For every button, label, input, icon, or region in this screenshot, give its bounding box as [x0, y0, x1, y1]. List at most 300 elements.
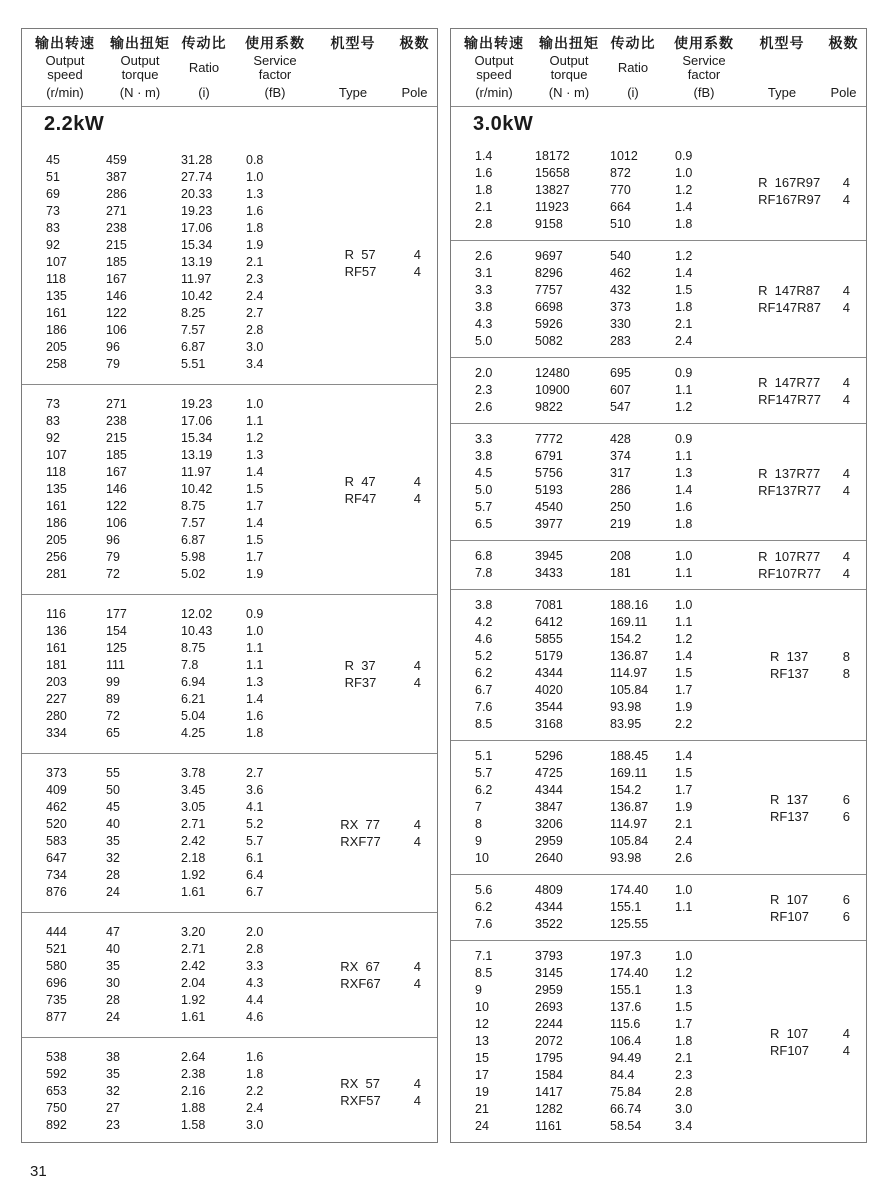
ratio-group	[451, 940, 866, 1142]
service-factor-cell: 4.4	[246, 993, 264, 1007]
output-speed-cell: 107	[46, 255, 67, 269]
output-speed-cell: 45	[46, 153, 60, 167]
ratio-cell: 174.40	[610, 883, 649, 897]
output-speed-cell: 186	[46, 516, 67, 530]
service-factor-cell: 2.1	[675, 817, 693, 831]
service-factor-cell: 2.3	[675, 1068, 693, 1082]
model-pole: 4	[842, 391, 850, 407]
service-factor-cell: 1.2	[675, 400, 693, 414]
header-unit: (N · m)	[119, 85, 161, 100]
table-row	[451, 216, 866, 233]
output-speed-cell: 4.3	[475, 317, 493, 331]
output-speed-cell: 10	[475, 851, 489, 865]
output-torque-cell: 65	[106, 726, 120, 740]
model-type: RF147R77	[758, 391, 821, 407]
output-torque-cell: 3977	[535, 517, 563, 531]
output-speed-cell: 3.3	[475, 432, 493, 446]
service-factor-cell: 4.6	[246, 1010, 264, 1024]
service-factor-cell: 0.9	[675, 432, 693, 446]
ratio-cell: 373	[610, 300, 631, 314]
ratio-cell: 169.11	[610, 615, 648, 629]
ratio-cell: 6.87	[181, 340, 206, 354]
output-torque-cell: 4020	[535, 683, 563, 697]
ratio-cell: 181	[610, 566, 631, 580]
output-torque-cell: 4725	[535, 766, 563, 780]
header-label-en: Output torque	[549, 53, 589, 82]
ratio-group	[451, 240, 866, 357]
table-row	[22, 1009, 437, 1026]
ratio-cell: 695	[610, 366, 631, 380]
model-type: RF57	[344, 263, 377, 279]
output-speed-cell: 5.7	[475, 500, 493, 514]
header-label-zh: 传动比	[610, 35, 656, 51]
model-types	[747, 648, 832, 682]
table-row	[451, 999, 866, 1016]
model-type: R 47	[344, 473, 376, 489]
service-factor-cell: 1.0	[675, 949, 693, 963]
service-factor-cell: 2.4	[675, 334, 693, 348]
output-torque-cell: 271	[106, 204, 127, 218]
output-torque-cell: 10900	[535, 383, 570, 397]
table-row	[451, 748, 866, 765]
header-unit: (i)	[627, 85, 639, 100]
ratio-cell: 15.34	[181, 238, 213, 252]
model-overlay	[747, 465, 850, 499]
output-torque-cell: 23	[106, 1118, 120, 1132]
output-torque-cell: 3433	[535, 566, 563, 580]
ratio-cell: 136.87	[610, 649, 649, 663]
output-torque-cell: 5296	[535, 749, 563, 763]
ratio-cell: 1.61	[181, 1010, 206, 1024]
output-torque-cell: 79	[106, 357, 120, 371]
ratio-cell: 13.19	[181, 448, 213, 462]
table-groups	[451, 141, 866, 1142]
output-torque-cell: 1584	[535, 1068, 563, 1082]
service-factor-cell: 1.9	[246, 567, 264, 581]
table-row	[22, 606, 437, 623]
table-row	[451, 448, 866, 465]
model-types	[318, 1075, 403, 1109]
ratio-cell: 137.6	[610, 1000, 642, 1014]
table-row	[22, 549, 437, 566]
output-torque-cell: 4540	[535, 500, 563, 514]
table-row	[451, 948, 866, 965]
output-speed-cell: 3.8	[475, 598, 493, 612]
ratio-cell: 374	[610, 449, 631, 463]
service-factor-cell: 1.5	[675, 283, 693, 297]
output-speed-cell: 373	[46, 766, 67, 780]
ratio-cell: 19.23	[181, 204, 213, 218]
output-speed-cell: 6.7	[475, 683, 493, 697]
header-unit: (r/min)	[475, 85, 513, 100]
service-factor-cell: 1.4	[675, 649, 693, 663]
output-torque-cell: 6791	[535, 449, 563, 463]
output-speed-cell: 647	[46, 851, 67, 865]
output-torque-cell: 122	[106, 499, 127, 513]
output-torque-cell: 3145	[535, 966, 563, 980]
model-type: R 167R97	[758, 174, 821, 190]
output-torque-cell: 3945	[535, 549, 563, 563]
output-torque-cell: 11923	[535, 200, 569, 214]
output-speed-cell: 161	[46, 306, 67, 320]
table-row	[451, 316, 866, 333]
service-factor-cell: 1.8	[675, 1034, 693, 1048]
ratio-cell: 664	[610, 200, 631, 214]
table-row	[22, 305, 437, 322]
ratio-cell: 3.45	[181, 783, 206, 797]
service-factor-cell: 2.2	[246, 1084, 264, 1098]
ratio-cell: 1.88	[181, 1101, 206, 1115]
model-type: R 137R77	[758, 466, 821, 481]
output-speed-cell: 116	[46, 607, 66, 621]
output-torque-cell: 3847	[535, 800, 563, 814]
table-row	[451, 499, 866, 516]
output-speed-cell: 73	[46, 397, 60, 411]
model-type: R 137	[769, 649, 809, 664]
ratio-cell: 94.49	[610, 1051, 642, 1065]
output-speed-cell: 8	[475, 817, 482, 831]
table-row	[22, 850, 437, 867]
table-row	[451, 699, 866, 716]
output-speed-cell: 583	[46, 834, 67, 848]
ratio-cell: 105.84	[610, 834, 649, 848]
output-speed-cell: 13	[475, 1034, 489, 1048]
service-factor-cell: 1.3	[246, 675, 264, 689]
model-types	[747, 174, 832, 208]
service-factor-cell: 1.1	[246, 641, 264, 655]
model-overlay	[747, 174, 850, 208]
output-torque-cell: 24	[106, 1010, 120, 1024]
table-row	[451, 614, 866, 631]
model-pole: 4	[413, 658, 421, 673]
ratio-cell: 2.71	[181, 817, 206, 831]
output-speed-cell: 735	[46, 993, 67, 1007]
ratio-cell: 17.06	[181, 221, 213, 235]
ratio-cell: 83.95	[610, 717, 642, 731]
output-speed-cell: 5.6	[475, 883, 493, 897]
ratio-cell: 432	[610, 283, 631, 297]
output-speed-cell: 2.6	[475, 400, 493, 414]
model-types	[747, 548, 832, 582]
output-speed-cell: 444	[46, 925, 67, 939]
service-factor-cell: 2.1	[675, 1051, 693, 1065]
output-torque-cell: 99	[106, 675, 120, 689]
output-torque-cell: 238	[106, 221, 127, 235]
table-row	[451, 248, 866, 265]
output-torque-cell: 459	[106, 153, 127, 167]
ratio-cell: 10.42	[181, 289, 213, 303]
model-poles	[832, 648, 850, 682]
model-pole: 4	[842, 483, 850, 498]
ratio-group	[451, 540, 866, 589]
ratio-cell: 2.64	[181, 1050, 206, 1064]
model-poles	[832, 374, 850, 408]
table-row	[22, 691, 437, 708]
service-factor-cell: 1.7	[675, 783, 693, 797]
header-unit: (i)	[198, 85, 210, 100]
output-torque-cell: 4344	[535, 900, 563, 914]
table-row	[22, 339, 437, 356]
service-factor-cell: 2.0	[246, 925, 264, 939]
service-factor-cell: 2.6	[675, 851, 693, 865]
model-poles	[832, 282, 850, 316]
ratio-cell: 7.57	[181, 323, 206, 337]
output-torque-cell: 9697	[535, 249, 563, 263]
header-unit: (fB)	[264, 85, 286, 100]
ratio-cell: 6.21	[181, 692, 206, 706]
model-type: RXF77	[340, 834, 381, 849]
output-torque-cell: 4344	[535, 783, 563, 797]
model-pole: 4	[842, 374, 850, 390]
table-row	[451, 965, 866, 982]
ratio-cell: 2.42	[181, 834, 206, 848]
output-speed-cell: 3.1	[475, 266, 493, 280]
ratio-group	[22, 594, 437, 753]
model-overlay	[318, 473, 421, 507]
header-label-zh: 输出转速	[464, 35, 524, 51]
output-torque-cell: 215	[106, 238, 127, 252]
model-types	[318, 246, 403, 280]
model-type: RF107	[769, 1042, 810, 1058]
ratio-cell: 115.6	[610, 1017, 641, 1031]
table-row	[22, 169, 437, 186]
ratio-cell: 5.98	[181, 550, 206, 564]
ratio-cell: 208	[610, 549, 631, 563]
ratio-cell: 12.02	[181, 607, 213, 621]
model-type: RF137	[769, 666, 810, 681]
service-factor-cell: 2.1	[675, 317, 693, 331]
model-type: RF107R77	[758, 566, 821, 581]
ratio-cell: 188.16	[610, 598, 649, 612]
table-row	[22, 1117, 437, 1134]
output-speed-cell: 462	[46, 800, 67, 814]
service-factor-cell: 1.5	[675, 666, 693, 680]
service-factor-cell: 1.2	[675, 966, 693, 980]
output-torque-cell: 1161	[535, 1119, 562, 1133]
service-factor-cell: 2.2	[675, 717, 693, 731]
table-row	[22, 566, 437, 583]
ratio-cell: 2.04	[181, 976, 206, 990]
output-torque-cell: 9822	[535, 400, 563, 414]
table-row	[22, 220, 437, 237]
output-speed-cell: 21	[475, 1102, 489, 1116]
output-torque-cell: 5926	[535, 317, 563, 331]
service-factor-cell: 1.6	[675, 500, 693, 514]
output-torque-cell: 106	[106, 323, 127, 337]
output-torque-cell: 5082	[535, 334, 563, 348]
table-row	[22, 992, 437, 1009]
model-type: RF37	[344, 675, 377, 690]
header-ratio	[172, 36, 236, 100]
table-row	[22, 515, 437, 532]
ratio-cell: 607	[610, 383, 631, 397]
output-torque-cell: 2959	[535, 834, 563, 848]
table-2-2kw	[21, 28, 438, 1143]
table-row	[451, 682, 866, 699]
output-speed-cell: 8.5	[475, 966, 493, 980]
model-pole: 8	[842, 649, 850, 664]
output-torque-cell: 72	[106, 709, 120, 723]
table-row	[451, 333, 866, 350]
ratio-cell: 3.78	[181, 766, 206, 780]
ratio-cell: 154.2	[610, 783, 642, 797]
ratio-cell: 2.38	[181, 1067, 206, 1081]
output-torque-cell: 5179	[535, 649, 563, 663]
output-speed-cell: 750	[46, 1101, 67, 1115]
model-type: RF137	[769, 808, 810, 824]
output-speed-cell: 181	[46, 658, 67, 672]
service-factor-cell: 1.1	[246, 414, 264, 428]
header-type	[314, 36, 392, 100]
ratio-cell: 5.51	[181, 357, 206, 371]
output-speed-cell: 9	[475, 834, 482, 848]
output-speed-cell: 6.5	[475, 517, 493, 531]
table-row	[22, 640, 437, 657]
table-row	[22, 186, 437, 203]
service-factor-cell: 1.8	[246, 1067, 264, 1081]
output-torque-cell: 35	[106, 959, 120, 973]
service-factor-cell: 1.6	[246, 709, 264, 723]
service-factor-cell: 1.1	[675, 449, 693, 463]
service-factor-cell: 1.9	[675, 800, 693, 814]
table-row	[451, 850, 866, 867]
table-row	[451, 716, 866, 733]
service-factor-cell: 4.3	[246, 976, 264, 990]
model-types	[318, 816, 403, 850]
ratio-cell: 197.3	[610, 949, 642, 963]
output-speed-cell: 136	[46, 624, 67, 638]
output-torque-cell: 3168	[535, 717, 563, 731]
output-torque-cell: 5193	[535, 483, 563, 497]
output-torque-cell: 32	[106, 1084, 120, 1098]
model-types	[747, 891, 832, 925]
model-types	[747, 465, 832, 499]
output-speed-cell: 7.6	[475, 917, 493, 931]
model-pole: 4	[413, 246, 421, 262]
output-torque-cell: 6698	[535, 300, 563, 314]
output-torque-cell: 146	[106, 289, 127, 303]
model-overlay	[747, 791, 850, 825]
output-torque-cell: 79	[106, 550, 120, 564]
output-torque-cell: 185	[106, 448, 127, 462]
header-label-en: Pole	[830, 85, 857, 100]
output-speed-cell: 83	[46, 414, 60, 428]
model-overlay	[747, 548, 850, 582]
output-speed-cell: 5.7	[475, 766, 493, 780]
header-label-zh: 传动比	[181, 35, 227, 51]
output-torque-cell: 3793	[535, 949, 563, 963]
output-torque-cell: 286	[106, 187, 127, 201]
service-factor-cell: 1.2	[675, 632, 693, 646]
ratio-cell: 3.20	[181, 925, 206, 939]
service-factor-cell: 1.0	[246, 624, 264, 638]
ratio-cell: 8.25	[181, 306, 206, 320]
output-torque-cell: 35	[106, 1067, 120, 1081]
output-torque-cell: 215	[106, 431, 127, 445]
model-poles	[403, 246, 421, 280]
table-row	[22, 782, 437, 799]
output-torque-cell: 6412	[535, 615, 563, 629]
table-row	[451, 765, 866, 782]
ratio-cell: 5.04	[181, 709, 206, 723]
table-row	[451, 265, 866, 282]
output-torque-cell: 1417	[535, 1085, 563, 1099]
output-torque-cell: 5756	[535, 466, 563, 480]
table-row	[22, 924, 437, 941]
model-pole: 4	[413, 959, 421, 974]
output-speed-cell: 592	[46, 1067, 67, 1081]
ratio-cell: 540	[610, 249, 631, 263]
service-factor-cell: 2.7	[246, 306, 264, 320]
ratio-group	[451, 874, 866, 940]
model-types	[747, 282, 832, 316]
ratio-cell: 105.84	[610, 683, 649, 697]
header-ratio	[601, 36, 665, 100]
output-speed-cell: 734	[46, 868, 67, 882]
ratio-cell: 10.42	[181, 482, 213, 496]
ratio-cell: 2.18	[181, 851, 206, 865]
header-service-factor	[665, 36, 743, 100]
output-torque-cell: 72	[106, 567, 120, 581]
output-speed-cell: 4.2	[475, 615, 493, 629]
output-torque-cell: 2693	[535, 1000, 563, 1014]
service-factor-cell: 1.5	[675, 1000, 693, 1014]
output-torque-cell: 7772	[535, 432, 563, 446]
service-factor-cell: 3.0	[246, 340, 264, 354]
service-factor-cell: 1.7	[246, 499, 264, 513]
output-speed-cell: 107	[46, 448, 67, 462]
ratio-cell: 10.43	[181, 624, 213, 638]
model-pole: 6	[842, 791, 850, 807]
ratio-cell: 27.74	[181, 170, 213, 184]
output-speed-cell: 5.0	[475, 483, 493, 497]
model-type: R 37	[344, 658, 376, 673]
service-factor-cell: 3.4	[246, 357, 264, 371]
header-unit: (r/min)	[46, 85, 84, 100]
service-factor-cell: 0.9	[246, 607, 264, 621]
table-row	[451, 516, 866, 533]
model-overlay	[318, 657, 421, 691]
output-speed-cell: 8.5	[475, 717, 493, 731]
model-types	[747, 374, 832, 408]
output-speed-cell: 73	[46, 204, 60, 218]
model-pole: 4	[413, 263, 421, 279]
model-overlay	[318, 958, 421, 992]
ratio-cell: 20.33	[181, 187, 213, 201]
output-torque-cell: 185	[106, 255, 127, 269]
output-torque-cell: 167	[106, 272, 127, 286]
ratio-cell: 84.4	[610, 1068, 635, 1082]
service-factor-cell: 1.0	[675, 549, 693, 563]
table-row	[22, 941, 437, 958]
table-row	[451, 1067, 866, 1084]
service-factor-cell: 2.3	[246, 272, 264, 286]
model-types	[747, 791, 832, 825]
model-pole: 4	[413, 1092, 421, 1108]
output-torque-cell: 122	[106, 306, 127, 320]
ratio-cell: 155.1	[610, 900, 642, 914]
ratio-cell: 11.97	[181, 465, 212, 479]
service-factor-cell: 1.5	[675, 766, 693, 780]
model-poles	[403, 958, 421, 992]
output-torque-cell: 55	[106, 766, 120, 780]
model-overlay	[747, 648, 850, 682]
service-factor-cell: 1.9	[246, 238, 264, 252]
model-pole: 4	[842, 566, 850, 581]
header-label-en: Pole	[401, 85, 428, 100]
output-speed-cell: 1.6	[475, 166, 493, 180]
model-type: R 57	[344, 246, 376, 262]
